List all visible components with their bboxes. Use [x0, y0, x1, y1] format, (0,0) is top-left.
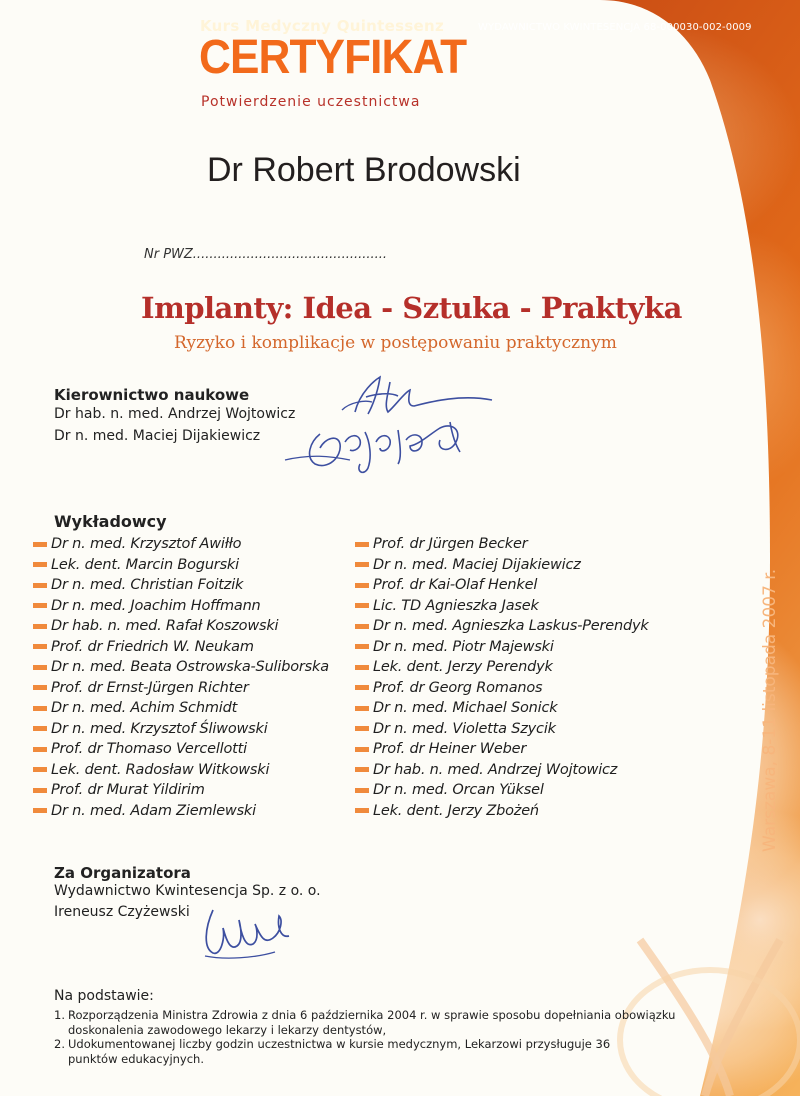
- bullet-icon: [33, 624, 47, 629]
- list-item: Prof. dr Kai-Olaf Henkel: [355, 575, 649, 596]
- list-item: Prof. dr Friedrich W. Neukam: [33, 637, 329, 658]
- list-item: Prof. dr Ernst-Jürgen Richter: [33, 678, 329, 699]
- list-item: Prof. dr Heiner Weber: [355, 739, 649, 760]
- certificate-subtitle: Potwierdzenie uczestnictwa: [201, 94, 421, 110]
- list-item: Dr n. med. Maciej Dijakiewicz: [355, 555, 649, 576]
- bullet-icon: [355, 665, 369, 670]
- scientific-director: Dr hab. n. med. Andrzej Wojtowicz: [54, 406, 296, 422]
- bullet-icon: [355, 706, 369, 711]
- list-item: Dr n. med. Beata Ostrowska-Suliborska: [33, 657, 329, 678]
- bullet-icon: [355, 685, 369, 690]
- recipient-name: Dr Robert Brodowski: [207, 151, 521, 189]
- course-subtitle: Ryzyko i komplikacje w postępowaniu praktycznym: [174, 333, 617, 353]
- bullet-icon: [33, 542, 47, 547]
- list-item: Lek. dent. Radosław Witkowski: [33, 760, 329, 781]
- course-title: Implanty: Idea - Sztuka - Praktyka: [141, 291, 682, 325]
- organizer-heading: Za Organizatora: [54, 864, 191, 882]
- bullet-icon: [33, 706, 47, 711]
- list-item: Dr n. med. Krzysztof Śliwowski: [33, 719, 329, 740]
- lecturers-heading: Wykładowcy: [54, 512, 167, 531]
- list-item: Dr n. med. Krzysztof Awiłło: [33, 534, 329, 555]
- list-item: 2. Udokumentowanej liczby godzin uczestnictwa w kursie medycznym, Lekarzowi przysługuje 36 punktów edukacyjnych.: [54, 1037, 611, 1066]
- pwz-number-field: Nr PWZ...............................................: [144, 247, 388, 262]
- list-item: Dr n. med. Orcan Yüksel: [355, 780, 649, 801]
- bullet-icon: [33, 562, 47, 567]
- list-item: Dr hab. n. med. Andrzej Wojtowicz: [355, 760, 649, 781]
- publisher-code: WYDAWNICTWO KWINTESENCJA 68-000030-002-0009: [478, 22, 752, 33]
- bullet-icon: [33, 603, 47, 608]
- list-item: Dr n. med. Violetta Szycik: [355, 719, 649, 740]
- list-item: Prof. dr Thomaso Vercellotti: [33, 739, 329, 760]
- list-item: 1. Rozporządzenia Ministra Zdrowia z dnia 6 października 2004 r. w sprawie sposobu dopełniania obowiązku doskonalenia zawodowego lekarzy i lekarzy dentystów,: [54, 1008, 676, 1037]
- bullet-icon: [33, 788, 47, 793]
- bullet-icon: [355, 788, 369, 793]
- bullet-icon: [355, 624, 369, 629]
- bullet-icon: [33, 685, 47, 690]
- signature-scientific-directors: [280, 372, 500, 482]
- list-item: Lek. dent. Jerzy Zbożeń: [355, 801, 649, 822]
- bullet-icon: [33, 808, 47, 813]
- bullet-icon: [355, 542, 369, 547]
- bullet-icon: [355, 808, 369, 813]
- certificate-title: CERTYFIKAT: [199, 31, 467, 84]
- bullet-icon: [33, 747, 47, 752]
- list-item: Prof. dr Georg Romanos: [355, 678, 649, 699]
- list-item: Lic. TD Agnieszka Jasek: [355, 596, 649, 617]
- bullet-icon: [355, 767, 369, 772]
- list-item: Dr n. med. Joachim Hoffmann: [33, 596, 329, 617]
- list-item: Dr n. med. Adam Ziemlewski: [33, 801, 329, 822]
- list-item: Lek. dent. Jerzy Perendyk: [355, 657, 649, 678]
- basis-heading: Na podstawie:: [54, 988, 154, 1004]
- bullet-icon: [33, 665, 47, 670]
- bullet-icon: [355, 644, 369, 649]
- lecturers-list-right: [355, 534, 649, 821]
- organizer-person: Ireneusz Czyżewski: [54, 904, 190, 920]
- list-item: Lek. dent. Marcin Bogurski: [33, 555, 329, 576]
- scientific-direction-heading: Kierownictwo naukowe: [54, 386, 250, 404]
- list-item: Dr n. med. Michael Sonick: [355, 698, 649, 719]
- list-item: Prof. dr Murat Yildirim: [33, 780, 329, 801]
- bullet-icon: [33, 726, 47, 731]
- bullet-icon: [33, 583, 47, 588]
- bullet-icon: [355, 747, 369, 752]
- event-date: Warszawa, 8-11 listopada 2007 r.: [760, 568, 780, 852]
- list-item: Dr n. med. Achim Schmidt: [33, 698, 329, 719]
- bullet-icon: [33, 644, 47, 649]
- signature-organizer: [195, 898, 305, 968]
- bullet-icon: [355, 562, 369, 567]
- scientific-director: Dr n. med. Maciej Dijakiewicz: [54, 428, 261, 444]
- list-item: Prof. dr Jürgen Becker: [355, 534, 649, 555]
- basis-list: [54, 1008, 734, 1066]
- list-item: Dr n. med. Agnieszka Laskus-Perendyk: [355, 616, 649, 637]
- list-item: Dr n. med. Piotr Majewski: [355, 637, 649, 658]
- bullet-icon: [355, 726, 369, 731]
- list-item: Dr n. med. Christian Foitzik: [33, 575, 329, 596]
- bullet-icon: [355, 583, 369, 588]
- course-series-label: Kurs Medyczny Quintessenz: [200, 17, 445, 35]
- bullet-icon: [33, 767, 47, 772]
- list-item: Dr hab. n. med. Rafał Koszowski: [33, 616, 329, 637]
- lecturers-list-left: [33, 534, 329, 821]
- organizer-company: Wydawnictwo Kwintesencja Sp. z o. o.: [54, 883, 321, 899]
- bullet-icon: [355, 603, 369, 608]
